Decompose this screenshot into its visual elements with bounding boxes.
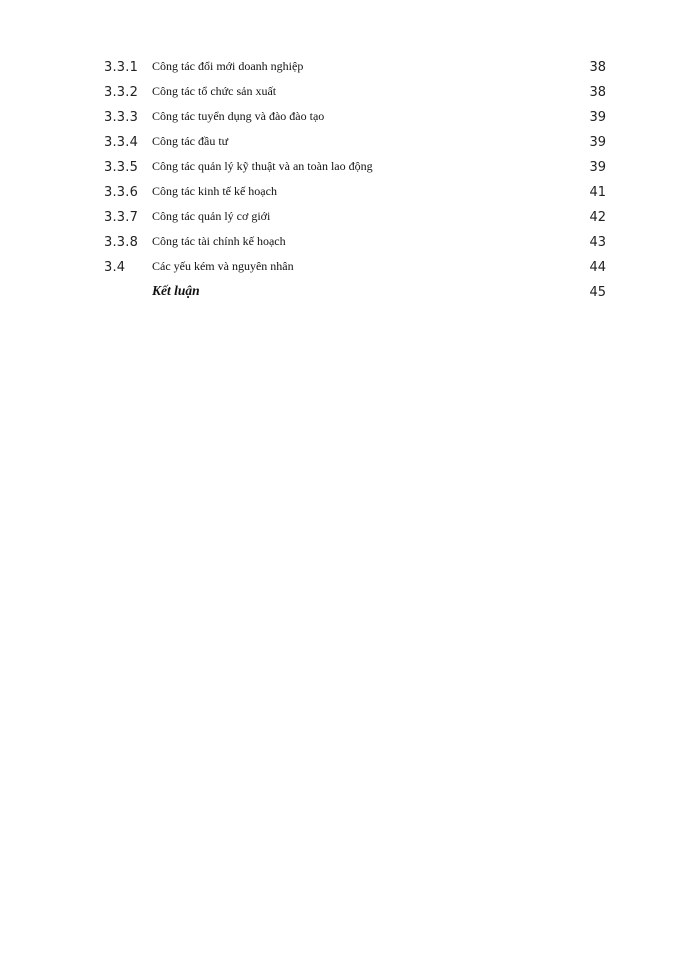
table-of-contents	[0, 57, 700, 307]
toc-entry-page: 45	[589, 285, 606, 300]
toc-entry-number: 3.3.2	[104, 85, 139, 100]
toc-entry	[0, 132, 700, 157]
toc-entry-title: Công tác tuyển dụng và đào đào tạo	[152, 109, 325, 123]
toc-entry-title: Kết luận	[152, 283, 200, 298]
toc-entry-number: 3.3.5	[104, 160, 139, 175]
toc-entry	[0, 207, 700, 232]
toc-entry	[0, 157, 700, 182]
toc-entry-title: Công tác quản lý cơ giới	[152, 209, 271, 223]
toc-entry-page: 39	[589, 135, 606, 150]
toc-entry-page: 39	[589, 160, 606, 175]
toc-entry-page: 38	[589, 85, 606, 100]
toc-entry	[0, 82, 700, 107]
toc-entry-page: 41	[589, 185, 606, 200]
toc-entry-page: 43	[589, 235, 606, 250]
toc-entry-title: Các yếu kém và nguyên nhân	[152, 259, 294, 273]
toc-entry	[0, 232, 700, 257]
toc-entry-title: Công tác tài chính kế hoạch	[152, 234, 286, 248]
toc-entry-conclusion	[0, 282, 700, 307]
toc-entry-number: 3.3.6	[104, 185, 139, 200]
toc-entry-title: Công tác kinh tế kế hoạch	[152, 184, 277, 198]
toc-entry-number: 3.3.1	[104, 60, 139, 75]
toc-entry	[0, 107, 700, 132]
toc-entry	[0, 257, 700, 282]
toc-entry-page: 42	[589, 210, 606, 225]
toc-entry-title: Công tác tổ chức sản xuất	[152, 84, 277, 98]
toc-entry-page: 39	[589, 110, 606, 125]
toc-entry-page: 44	[589, 260, 606, 275]
toc-entry-title: Công tác quản lý kỹ thuật và an toàn lao động	[152, 159, 373, 173]
toc-entry	[0, 57, 700, 82]
toc-entry-number: 3.3.4	[104, 135, 139, 150]
toc-entry-number: 3.4	[104, 260, 126, 275]
toc-entry-page: 38	[589, 60, 606, 75]
toc-entry-title: Công tác đổi mới doanh nghiệp	[152, 59, 304, 73]
toc-entry-number: 3.3.8	[104, 235, 139, 250]
toc-entry-number: 3.3.7	[104, 210, 139, 225]
toc-entry-title: Công tác đầu tư	[152, 134, 229, 148]
toc-entry	[0, 182, 700, 207]
toc-entry-number: 3.3.3	[104, 110, 139, 125]
